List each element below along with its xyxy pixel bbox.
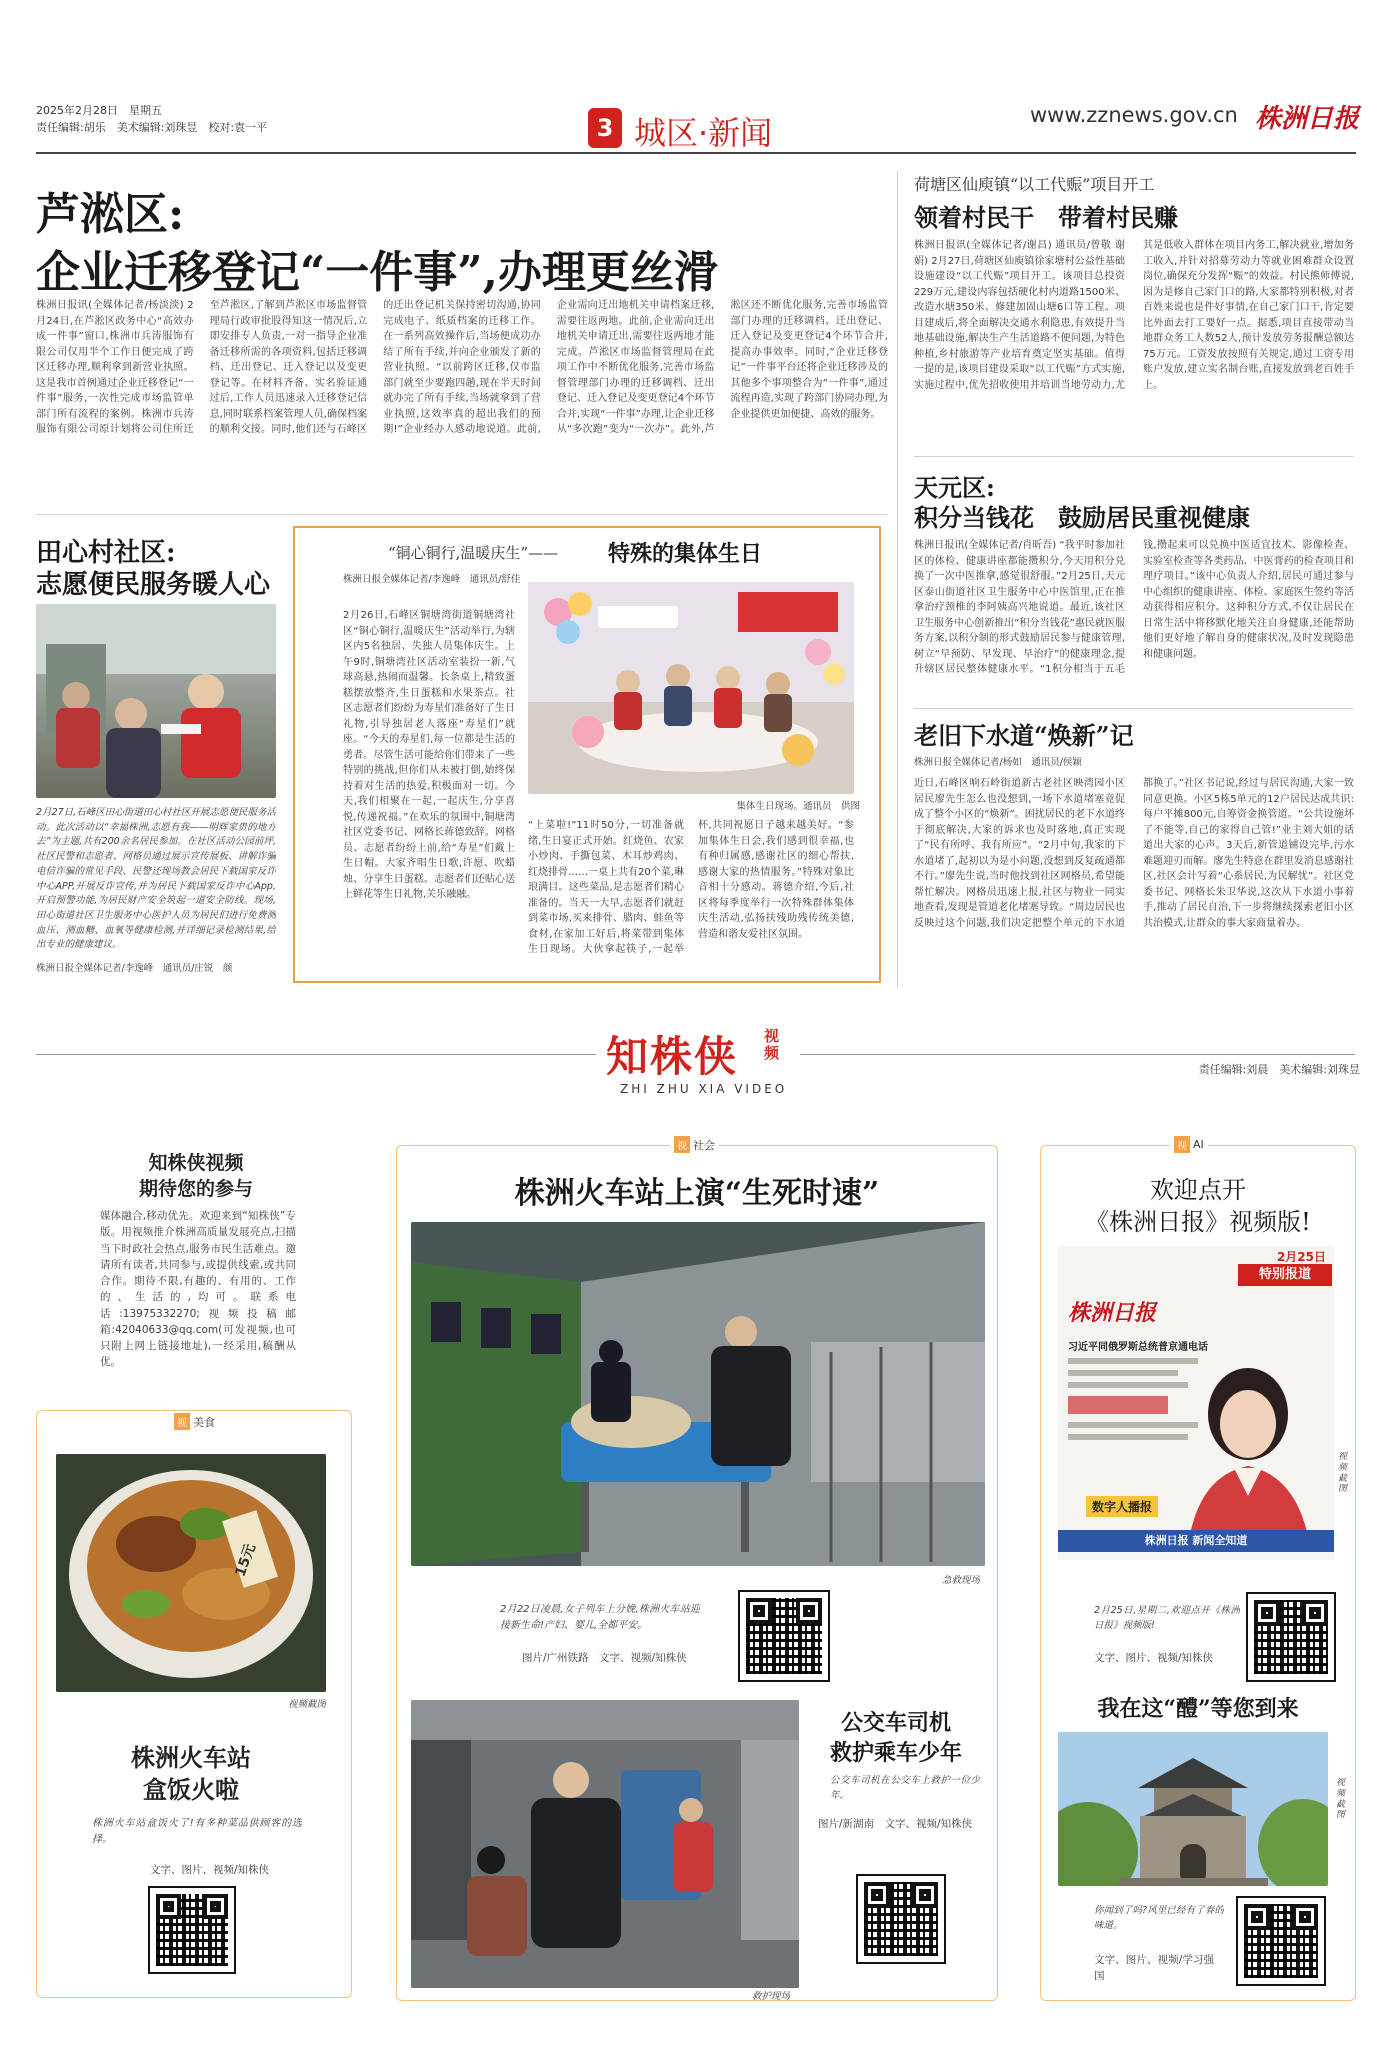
station-tag (670, 1136, 719, 1153)
bus-qr-code[interactable] (858, 1876, 944, 1962)
tianyuan-body: 株洲日报讯(全媒体记者/肖昕吾) “我平时参加社区的体检、健康讲座都能攒积分,今天用积分兑换了一次中医推拿,感觉很舒服。”2月25日,天元区泰山街道社区卫生服务中心中医馆里,正在推拿治疗颈椎的李阿姨高兴地说道。最近,该社区卫生服务中心创新推出“积分当钱花”惠民就医服务方案,以积分制的形式鼓励居民参与健康管理,树立“早预防、早发现、早治疗”的健康理念,提升辖区居民整体健康水平。“1积分相当于五毛钱,攒起来可以兑换中医适宜技术、影像检查、实验室检查等各类药品、中医膏药的检查项目和理疗项目。”该中心负责人介绍,居民可通过参与中心组织的健康讲座、体检、家庭医生签约等活动获得相应积分。这种积分方式,不仅让居民在日常生活中将移默化地关注自身健康,还能帮助他们更好地了解自身的健康状况,及时发现隐患和健康问题。 (914, 540, 1354, 675)
bus-credit: 图片/新湖南 文字、视频/知株侠 (818, 1818, 973, 1830)
station-desc: 2月22日凌晨,女子列车上分娩,株洲火车站迎接新生命!产妇、婴儿,全都平安。 (500, 1604, 700, 1631)
li-qr-code[interactable] (1238, 1898, 1324, 1984)
food-desc: 株洲火车站盒饭火了!有多种菜品供顾客的选择。 (92, 1818, 302, 1845)
tianxin-scene (36, 604, 276, 798)
food-title-1: 株洲火车站 (131, 1743, 251, 1772)
promo-title-2: 期待您的参与 (138, 1178, 253, 1200)
thumb-headline: 习近平同俄罗斯总统普京通电话 (1068, 1342, 1208, 1353)
station-photo-caption: 急救现场 (941, 1575, 980, 1586)
ai-tag-label: AI (1193, 1138, 1204, 1151)
ai-photo-caption: 视频截图 (1338, 1452, 1348, 1495)
ai-qr-code[interactable] (1248, 1594, 1334, 1680)
video-brand: 知株侠 (606, 1032, 739, 1081)
masthead-logo: 株洲日报 (1255, 104, 1360, 134)
tianyuan-title-2: 积分当钱花 鼓励居民重视健康 (914, 503, 1250, 532)
video-brand-suffix: 视频 (764, 1027, 780, 1062)
lead-title-1: 芦淞区: (36, 189, 185, 240)
sewer-body: 近日,石峰区响石岭街道新古老社区映湾园小区居民廖先生怎么也没想到,一场下水道堵塞竟促成了整个小区的“焕新”。困扰居民的老下水道终于彻底解决,大家的诉求也及时落地,真正实现了“民有所呼、我有所应”。“2月中旬,我家的下水道堵了,起初以为是小问题,没想到反复疏通都不行。”廖先生说,当时他找到社区网格员,希望能帮忙解决。网格员迅速上报,社区与物业一同实地查看,发现是管道老化堵塞导致。“周边居民也反映过这个问题,我们决定把整个单元的下水道都换了。”社区书记说,经过与居民沟通,大家一致同意更换。小区5栋5单元的12户居民达成共识:每户平摊800元,自筹资金换管道。“公共设施坏了不能等,自己的家得自己管!”业主刘大姐的话道出大家的心声。3天后,新管道铺设完毕,污水难题迎刃而解。廖先生特意在群里发消息感谢社区,社区会计写着“心系居民,为民解忧”。社区党委书记、网格长朱卫华说,这次从下水道小事着手,推动了居民自治,下一步将继续探索老旧小区共治模式,让群众的事大家商量着办。 (914, 778, 1354, 929)
thumb-date: 2月25日 (1276, 1250, 1326, 1264)
ai-credit: 文字、图片、视频/知株侠 (1094, 1652, 1214, 1664)
tianxin-title-1: 田心村社区: (36, 538, 176, 568)
food-photo-caption: 视频截图 (287, 1699, 326, 1710)
lead-body: 株洲日报讯(全媒体记者/杨淡淡) 2月24日,在芦淞区政务中心“高效办成一件事”窗口,株洲市兵涛服饰有限公司仅用半个工作日便完成了跨区迁移办理,顺利拿到新营业执照。这是我市首例通过企业迁移登记“一件事”服务,一次性完成市场监管单部门所有流程的案例。株洲市兵涛服饰有限公司原计划将公司住所迁至芦淞区,了解到芦淞区市场监督管理局行政审批股得知这一情况后,立即安排专人负责,一对一指导企业准备迁移所需的各项资料,包括迁移调档、迁出登记、迁入登记以及变更登记等。在材料齐备、实名验证通过后,工作人员迅速录入迁移登记信息,同时联系档案管理人员,确保档案的顺利交接。同时,他们还与石峰区的迁出登记机关保持密切沟通,协同完成电子、纸质档案的迁移工作。在一系列高效操作后,当场便成功办结了所有手续,并向企业颁发了新的营业执照。“以前跨区迁移,仅市监部门就至少要跑四趟,现在半天时间就办完了所有手续,当场就拿到了营业执照,这效率真的超出我们的预期!”企业经办人感动地说道。此前,企业需向迁出地机关申请档案迁移,需要往返两地。此前,企业需向迁出地机关申请迁出,需要往返两地才能完成。芦淞区市场监督管理局在此项工作中不断优化服务,完善市场监督管理部门办理的迁移调档、迁出登记、迁入登记及变更登记4个环节合并,实现“一件事”办理,让企业迁移从“多次跑”变为“一次办”。此外,芦淞区还不断优化服务,完善市场监管部门办理的迁移调档、迁出登记、迁入登记及变更登记4个环节合并,提高办事效率。同时,“企业迁移登记”一件事平台还将企业迁移涉及的其他多个事项整合为“一件事”,通过流程再造,实现了跨部门协同办理,为企业提供更加便捷、高效的服务。 (36, 300, 888, 435)
editors-line: 责任编辑:胡乐 美术编辑:刘珠昱 校对:袁一平 (36, 121, 268, 134)
station-tag-label: 社会 (693, 1138, 715, 1152)
section-title: 城区·新闻 (634, 114, 773, 152)
bus-scene (411, 1700, 799, 1988)
sewer-byline: 株洲日报全媒体记者/杨如 通讯员/侯颖 (914, 757, 1082, 768)
station-photo[interactable] (411, 1222, 985, 1566)
lead-title-2: 企业迁移登记“一件事”,办理更丝滑 (36, 247, 718, 298)
lead-rule (36, 514, 888, 515)
ai-tag-v: 视 (1174, 1136, 1190, 1153)
food-credit: 文字、图片、视频/知株侠 (150, 1864, 270, 1876)
ai-desc: 2月25日,星期二,欢迎点开《株洲日报》视频版! (1094, 1605, 1240, 1631)
bus-title-1: 公交车司机 (840, 1710, 951, 1736)
bus-photo-caption: 救护现场 (751, 1991, 790, 2002)
birthday-kicker: “铜心铜行,温暖庆生”—— (388, 544, 559, 562)
birthday-byline: 株洲日报全媒体记者/李逸峰 通讯员/舒佳 (343, 574, 521, 585)
header-rule (36, 152, 1356, 154)
ai-title-2: 《株洲日报》视频版! (1085, 1208, 1311, 1236)
li-credit: 文字、图片、视频/学习强国 (1094, 1954, 1214, 1983)
promo-title-1: 知株侠视频 (148, 1152, 244, 1174)
food-title-2: 盒饭火啦 (143, 1775, 239, 1804)
li-photo[interactable] (1058, 1732, 1328, 1886)
li-title: 我在这“醴”等您到来 (1097, 1696, 1299, 1722)
ai-tag (1170, 1136, 1208, 1153)
birthday-photo (528, 582, 854, 794)
station-qr-code[interactable] (740, 1592, 828, 1680)
tianxin-caption: 2月27日,石峰区田心街道田心村社区开展志愿便民服务活动。此次活动以“幸福株洲,志愿有我——明辉家贵的地方去”为主题,共有200余名居民参加。在社区活动公园前坪,社区民警和志愿者、网格员通过展示宣传展板、讲解诈骗电信诈骗的常见手段、民警还现场教会居民下载国家反诈中心APP,开展反诈宣传,并为居民下载国家反诈中心App,开启预警功能,为居民财产安全筑起一道安全防线。现场,田心街道社区卫生服务中心医护人员为居民们进行免费测血压、测血糖、血氧等健康检测,并详细记录检测结果,给出专业的健康建议。 (36, 807, 276, 951)
bus-photo[interactable] (411, 1700, 799, 1988)
food-scene (56, 1454, 326, 1692)
birthday-photo-caption: 集体生日现场。通讯员 供图 (736, 801, 860, 812)
ai-video-thumb[interactable] (1058, 1246, 1334, 1560)
date-line: 2025年2月28日 星期五 (36, 104, 162, 117)
hetang-body: 株洲日报讯(全媒体记者/谢昌) 通讯员/曾敬 谢娟) 2月27日,荷塘区仙庾镇徐家塘村公益性基础设施建设“以工代赈”项目开工。该项目总投资229万元,建设内容包括硬化村内道路1500米、改造水塘350米、修建加固山塘6口等工程。项目建成后,将全面解决交通水利隐患,有效提升当地基础设施,解决生产生活道路不便问题,为特色种植,乡村旅游等产业培育奠定坚实基础。值得一提的是,该项目建设采取“以工代赈”方式实施,实施过程中,优先招收使用并培训当地劳动力,尤其是低收入群体在项目内务工,解决就业,增加务工收入,并针对招募劳动力等就业困难群众设置岗位,确保充分发挥“赈”的效益。村民熊师傅说,因为是修自己家门口的路,大家都特别积极,对者百姓来说也是件好事情,在自己家门口干,肯定要比外面去打工要好一点。据悉,项目直接带动当地群众务工人数52人,预计发放劳务报酬总额达75万元。工资发放按照有关规定,通过工资专用账户发放,建立实名制台账,直接发放到老百姓手上。 (914, 240, 1354, 391)
station-title: 株洲火车站上演“生死时速” (514, 1176, 880, 1211)
birthday-col2: “上菜啦!”11时50分,一切准备就绪,生日宴正式开始。红烧鱼、农家小炒肉、手撕包菜、木耳炒鸡肉、红烧排骨……一桌上共有20个菜,琳琅满目。这些菜品,是志愿者们精心准备的。当天一大早,志愿者们就赶到菜市场,买来排骨、腊肉、蛙鱼等食材,在家加工好后,将菜带到集体生日现场。大伙拿起筷子,一起举杯,共同祝愿日子越来越美好。“参加集体生日会,我们感到很幸福,也有种归属感,感谢社区的细心帮扶,感谢大家的热情服务。”特殊对象比音相十分感动。蒋德介绍,今后,社区将每季度举行一次特殊群体集体庆生活动,弘扬扶残助残传统美德,营造和谐友爱社区氛围。 (528, 820, 854, 955)
food-photo[interactable] (56, 1454, 326, 1692)
station-tag-v: 视 (674, 1136, 690, 1153)
food-tag-label: 美食 (193, 1415, 215, 1429)
hetang-title: 领着村民干 带着村民赚 (914, 203, 1178, 232)
bus-title-2: 救护乘车少年 (829, 1740, 962, 1766)
tianxin-photo (36, 604, 276, 798)
li-desc: 你闻到了吗?风里已经有了春的味道。 (1094, 1905, 1224, 1931)
banner-rule-left (36, 1054, 596, 1055)
food-tag-v: 视 (174, 1413, 190, 1430)
site-url[interactable]: www.zznews.gov.cn (1030, 103, 1238, 127)
promo-body: 媒体融合,移动优先。欢迎来到“知株侠”专版。用视频推介株洲高质量发展亮点,扫描当下时政社会热点,服务市民生活难点。邀请所有读者,共同参与,或提供线索,或共同合作。期待不限,有趣的、有用的、工作的、生活的,均可。联系电话:13975332270;视频投稿邮箱:42040633@qq.com(可发视频,也可只附上网上链接地址),一经采用,稿酬从优。 (100, 1210, 296, 1368)
food-tag (174, 1413, 215, 1430)
sewer-title: 老旧下水道“焕新”记 (914, 721, 1134, 750)
hetang-kicker: 荷塘区仙庾镇“以工代赈”项目开工 (914, 175, 1155, 194)
thumb-sub: 数字人播报 (1086, 1496, 1158, 1517)
thumb-footer: 株洲日报 新闻全知道 (1058, 1530, 1334, 1552)
hetang-rule (914, 456, 1354, 457)
tianyuan-rule (914, 708, 1354, 709)
station-credit: 图片/广州铁路 文字、视频/知株侠 (522, 1652, 687, 1664)
ai-title-1: 欢迎点开 (1150, 1176, 1246, 1204)
video-editors: 责任编辑:刘晨 美术编辑:刘珠昱 (1198, 1063, 1360, 1076)
food-price: 15元 (232, 1541, 259, 1579)
banner-rule-right (800, 1054, 1355, 1055)
page-number-badge (588, 108, 622, 148)
li-photo-caption: 视频截图 (1336, 1778, 1346, 1821)
bus-desc: 公交车司机在公交车上救护一位少年。 (830, 1775, 980, 1801)
video-pinyin: ZHI ZHU XIA VIDEO (620, 1082, 788, 1096)
birthday-col1: 2月26日,石峰区铜塘湾街道铜塘湾社区“铜心铜行,温暖庆生”活动举行,为辖区内5名独居、失独人员集体庆生。上午9时,铜塘湾社区活动室装扮一新,气球高悬,热闹而温馨。长条桌上,精致蛋糕摆放整齐,生日蛋糕和水果茶点。社区志愿者们纷纷为寿星们准备好了生日礼物,引导独居老人落座“寿星们”就座。“今天的寿星们,每一位都是生活的勇者。尽管生活可能给你们带来了一些特别的挑战,但你们从未被打倒,始终保持着对生活的热爱,积极面对一切。今天,我们相聚在一起,一起庆生,分享喜悦,传递祝福。”在欢乐的氛围中,铜塘湾社区党委书记、网格长蒋德致辞。网格员、志愿者纷纷上前,给“寿星”们戴上生日帽。大家齐唱生日歌,许愿、吹蜡烛、分享生日蛋糕。志愿者们还贴心送上鲜花等生日礼物,关乐融融。 (343, 610, 515, 900)
station-scene (411, 1222, 985, 1566)
tianxin-byline: 株洲日报全媒体记者/李逸峰 通讯员/庄锐 颜 (36, 963, 233, 974)
tianyuan-title-1: 天元区: (914, 473, 995, 502)
tianxin-title-2: 志愿便民服务暖人心 (36, 570, 271, 600)
li-scene (1058, 1732, 1328, 1886)
food-qr-code[interactable] (150, 1888, 234, 1972)
birthday-title: 特殊的集体生日 (608, 541, 763, 567)
thumb-label: 特别报道 (1238, 1264, 1332, 1286)
page-number: 3 (596, 114, 614, 142)
thumb-masthead: 株洲日报 (1068, 1300, 1157, 1326)
column-divider (897, 170, 898, 988)
birthday-scene (528, 582, 854, 794)
